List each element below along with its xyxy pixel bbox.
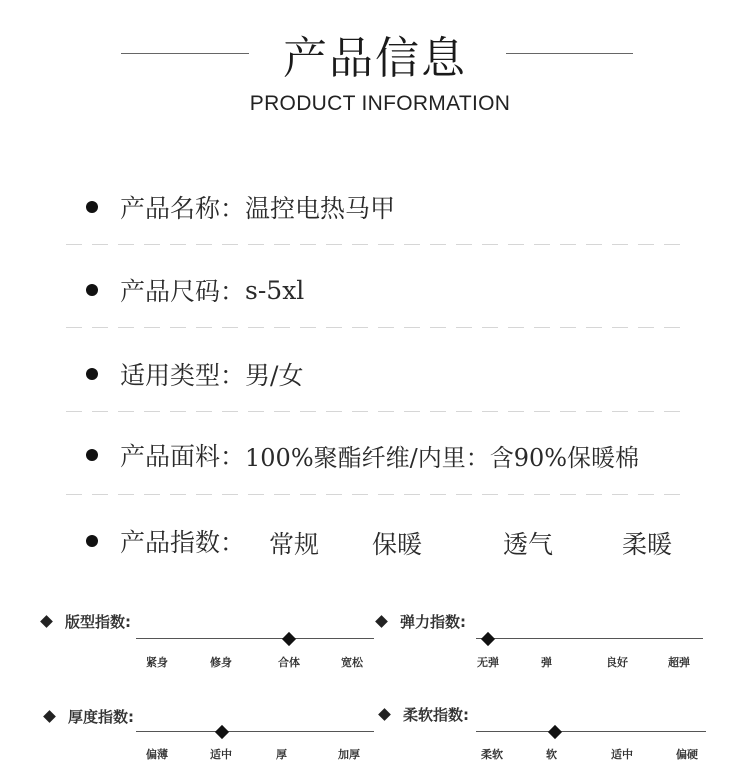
meter-label: 偏硬 [676,748,698,761]
meter-track [476,731,706,732]
meter-title: 柔软指数: [403,706,469,724]
dashed-divider [66,327,686,328]
info-key: 产品尺码： [120,277,246,306]
info-key: 产品指数： [120,528,246,557]
diamond-icon [375,615,388,628]
index-item: 保暖 [372,530,423,559]
meter-label: 修身 [210,656,232,669]
diamond-icon [43,710,56,723]
info-row-type [86,354,303,394]
meter-fit [42,611,131,632]
meter-title: 弹力指数: [400,613,466,631]
info-value: 温控电热马甲 [245,194,396,223]
meter-marker [548,725,562,739]
page-title: 产品信息 [283,33,467,84]
meter-label: 超弹 [668,656,690,669]
meter-title: 厚度指数: [68,708,134,726]
meter-label: 紧身 [146,656,168,669]
info-value: 100%聚酯纤维/内里：含90%保暖棉 [245,443,640,472]
meter-label: 偏薄 [146,748,168,761]
meter-title: 版型指数: [65,613,131,631]
dashed-divider [66,411,686,412]
meter-marker [481,632,495,646]
bullet-icon [86,368,98,380]
meter-label: 合体 [278,656,300,669]
meter-label: 加厚 [338,748,360,761]
bullet-icon [86,284,98,296]
page-subtitle: PRODUCT INFORMATION [249,92,511,115]
info-value: s-5xl [245,275,305,305]
meter-label: 柔软 [481,748,503,761]
info-value: 男/女 [245,361,304,390]
meter-thickness [45,706,134,727]
meter-label: 良好 [606,656,628,669]
info-key: 适用类型： [120,361,246,390]
meter-label: 软 [546,748,557,761]
index-item: 柔暖 [622,530,673,559]
info-key: 产品面料： [120,442,246,471]
meter-label: 厚 [276,748,287,761]
index-item: 常规 [269,530,320,559]
meter-elasticity [377,611,466,632]
meter-label: 无弹 [477,656,499,669]
dashed-divider [66,244,686,245]
meter-marker [215,725,229,739]
info-row-name [86,187,395,227]
meter-label: 宽松 [341,656,363,669]
meter-marker [282,632,296,646]
info-row-size [86,270,304,310]
meter-track [136,638,374,639]
bullet-icon [86,449,98,461]
dashed-divider [66,494,686,495]
meter-label: 适中 [210,748,232,761]
diamond-icon [378,708,391,721]
info-key: 产品名称： [120,194,246,223]
meter-track [136,731,374,732]
meter-track [476,638,703,639]
info-row-indices [86,521,245,561]
meter-label: 弹 [541,656,552,669]
bullet-icon [86,201,98,213]
info-row-fabric [86,435,639,475]
meter-softness [380,704,469,725]
index-item: 透气 [503,530,554,559]
bullet-icon [86,535,98,547]
diamond-icon [40,615,53,628]
meter-label: 适中 [611,748,633,761]
